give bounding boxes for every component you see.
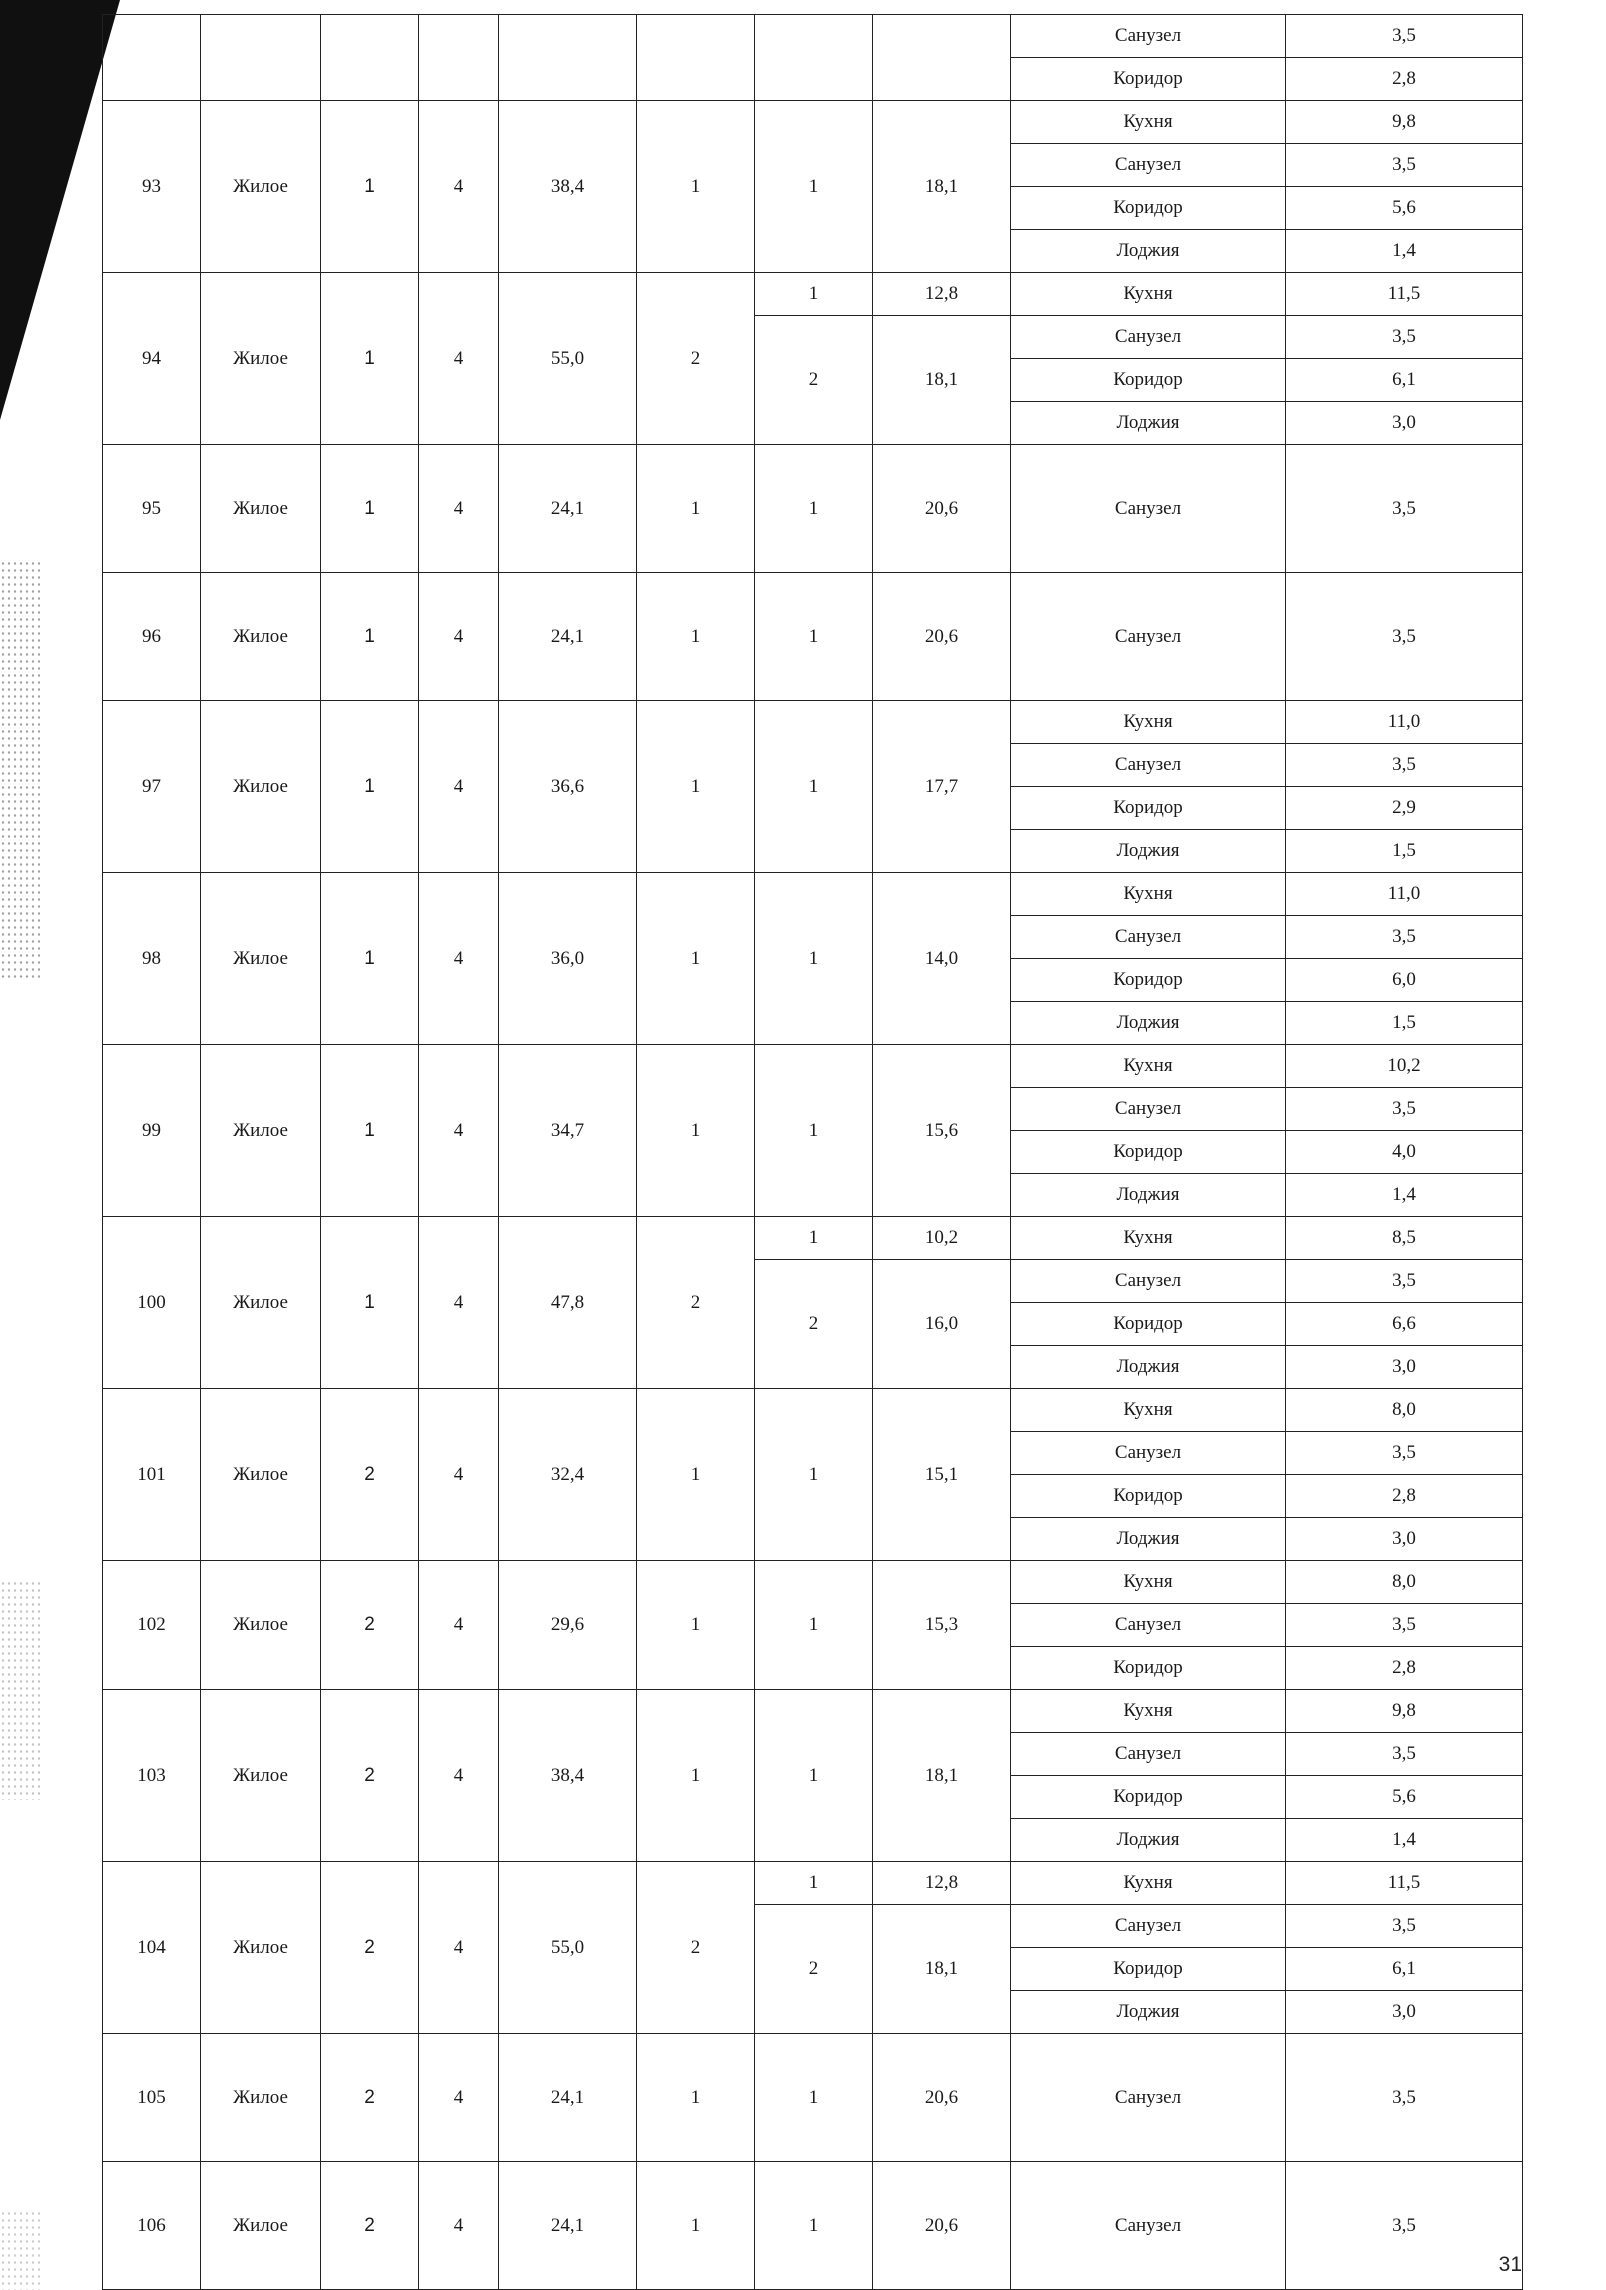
table-row: [103, 1862, 1523, 1905]
aux-room-area: 9,8: [1286, 1690, 1523, 1733]
cont-floor: [321, 15, 419, 101]
living-room-area: 15,6: [873, 1045, 1011, 1217]
cont-total: [499, 15, 637, 101]
aux-room-name: Санузел: [1011, 2034, 1286, 2162]
table-row: [103, 1389, 1523, 1432]
living-room-area: 18,1: [873, 1690, 1011, 1862]
apartment-type: Жилое: [201, 1561, 321, 1690]
aux-room-name: Коридор: [1011, 1131, 1286, 1174]
living-room-area: 20,6: [873, 2034, 1011, 2162]
aux-room-area: 3,5: [1286, 744, 1523, 787]
total-area: 38,4: [499, 101, 637, 273]
floor-number: 1: [321, 873, 419, 1045]
aux-room-area: 1,4: [1286, 1174, 1523, 1217]
total-area: 47,8: [499, 1217, 637, 1389]
aux-room-area: 3,5: [1286, 2034, 1523, 2162]
aux-room-name: Лоджия: [1011, 1991, 1286, 2034]
rooms-count: 4: [419, 273, 499, 445]
aux-room-area: 3,0: [1286, 1991, 1523, 2034]
aux-room-name: Санузел: [1011, 744, 1286, 787]
rooms-count: 4: [419, 1217, 499, 1389]
cont-apt-no: [103, 15, 201, 101]
aux-room-area: 1,5: [1286, 1002, 1523, 1045]
rooms-count: 4: [419, 1389, 499, 1561]
apartment-type: Жилое: [201, 1045, 321, 1217]
floor-number: 2: [321, 1389, 419, 1561]
living-room-number: 1: [755, 2162, 873, 2290]
apartments-table: [102, 14, 1523, 2290]
rooms-count: 4: [419, 445, 499, 573]
aux-room-area: 11,5: [1286, 1862, 1523, 1905]
apartments-table-body: [103, 15, 1523, 2290]
apartment-type: Жилое: [201, 273, 321, 445]
aux-room-area: 8,0: [1286, 1389, 1523, 1432]
living-room-area: 17,7: [873, 701, 1011, 873]
aux-room-name: Коридор: [1011, 1303, 1286, 1346]
aux-room-area: 3,5: [1286, 573, 1523, 701]
aux-room-name: Коридор: [1011, 58, 1286, 101]
living-room-area: 16,0: [873, 1260, 1011, 1389]
living-rooms-count: 2: [637, 1217, 755, 1389]
aux-room-name: Лоджия: [1011, 1346, 1286, 1389]
floor-number: 1: [321, 273, 419, 445]
aux-room-name: Лоджия: [1011, 1518, 1286, 1561]
living-room-number: 1: [755, 1561, 873, 1690]
apartment-number: 106: [103, 2162, 201, 2290]
aux-room-area: 1,4: [1286, 230, 1523, 273]
aux-room-name: Коридор: [1011, 1475, 1286, 1518]
living-room-number: 1: [755, 1862, 873, 1905]
aux-room-name: Санузел: [1011, 573, 1286, 701]
apartment-type: Жилое: [201, 573, 321, 701]
apartment-number: 103: [103, 1690, 201, 1862]
living-room-number: 1: [755, 701, 873, 873]
total-area: 32,4: [499, 1389, 637, 1561]
aux-room-area: 3,5: [1286, 15, 1523, 58]
aux-room-name: Кухня: [1011, 1217, 1286, 1260]
cont-living-area: [873, 15, 1011, 101]
floor-number: 1: [321, 445, 419, 573]
aux-room-name: Санузел: [1011, 1260, 1286, 1303]
aux-room-name: Санузел: [1011, 2162, 1286, 2290]
aux-room-name: Лоджия: [1011, 1002, 1286, 1045]
total-area: 34,7: [499, 1045, 637, 1217]
aux-room-area: 6,0: [1286, 959, 1523, 1002]
apartment-type: Жилое: [201, 445, 321, 573]
aux-room-name: Санузел: [1011, 144, 1286, 187]
total-area: 55,0: [499, 1862, 637, 2034]
table-row: [103, 2162, 1523, 2290]
table-row: [103, 1690, 1523, 1733]
aux-room-name: Лоджия: [1011, 830, 1286, 873]
living-rooms-count: 1: [637, 1389, 755, 1561]
aux-room-area: 6,1: [1286, 359, 1523, 402]
apartment-number: 95: [103, 445, 201, 573]
living-room-number: 1: [755, 445, 873, 573]
aux-room-name: Лоджия: [1011, 402, 1286, 445]
floor-number: 2: [321, 1690, 419, 1862]
aux-room-area: 3,5: [1286, 316, 1523, 359]
aux-room-area: 6,1: [1286, 1948, 1523, 1991]
aux-room-name: Кухня: [1011, 1561, 1286, 1604]
aux-room-name: Лоджия: [1011, 1174, 1286, 1217]
cont-rooms: [419, 15, 499, 101]
living-room-area: 15,1: [873, 1389, 1011, 1561]
cont-type: [201, 15, 321, 101]
total-area: 24,1: [499, 445, 637, 573]
aux-room-area: 11,0: [1286, 873, 1523, 916]
aux-room-name: Коридор: [1011, 959, 1286, 1002]
living-room-area: 12,8: [873, 1862, 1011, 1905]
floor-number: 1: [321, 573, 419, 701]
aux-room-name: Кухня: [1011, 273, 1286, 316]
total-area: 24,1: [499, 2162, 637, 2290]
aux-room-area: 9,8: [1286, 101, 1523, 144]
total-area: 24,1: [499, 2034, 637, 2162]
floor-number: 2: [321, 2162, 419, 2290]
floor-number: 2: [321, 2034, 419, 2162]
living-room-area: 20,6: [873, 445, 1011, 573]
table-row: [103, 445, 1523, 573]
living-room-number: 2: [755, 1905, 873, 2034]
living-rooms-count: 1: [637, 2162, 755, 2290]
aux-room-area: 3,5: [1286, 1432, 1523, 1475]
living-room-number: 1: [755, 873, 873, 1045]
apartment-type: Жилое: [201, 101, 321, 273]
living-rooms-count: 1: [637, 701, 755, 873]
living-rooms-count: 1: [637, 445, 755, 573]
aux-room-name: Кухня: [1011, 701, 1286, 744]
total-area: 24,1: [499, 573, 637, 701]
total-area: 36,0: [499, 873, 637, 1045]
aux-room-area: 6,6: [1286, 1303, 1523, 1346]
total-area: 38,4: [499, 1690, 637, 1862]
aux-room-area: 11,5: [1286, 273, 1523, 316]
apartment-number: 102: [103, 1561, 201, 1690]
aux-room-area: 3,5: [1286, 2162, 1523, 2290]
apartment-number: 98: [103, 873, 201, 1045]
aux-room-name: Коридор: [1011, 1948, 1286, 1991]
living-room-number: 1: [755, 101, 873, 273]
rooms-count: 4: [419, 101, 499, 273]
cont-living-count: [637, 15, 755, 101]
scan-noise: [0, 1580, 40, 1800]
living-room-area: 20,6: [873, 573, 1011, 701]
aux-room-area: 2,9: [1286, 787, 1523, 830]
rooms-count: 4: [419, 1045, 499, 1217]
living-rooms-count: 1: [637, 873, 755, 1045]
apartment-type: Жилое: [201, 701, 321, 873]
apartment-type: Жилое: [201, 1217, 321, 1389]
apartment-type: Жилое: [201, 2162, 321, 2290]
aux-room-name: Кухня: [1011, 1862, 1286, 1905]
apartment-type: Жилое: [201, 1862, 321, 2034]
table-row: [103, 273, 1523, 316]
aux-room-area: 5,6: [1286, 1776, 1523, 1819]
table-row: [103, 15, 1523, 58]
rooms-count: 4: [419, 701, 499, 873]
aux-room-area: 3,0: [1286, 1518, 1523, 1561]
aux-room-area: 3,5: [1286, 1088, 1523, 1131]
aux-room-name: Санузел: [1011, 1604, 1286, 1647]
aux-room-area: 1,4: [1286, 1819, 1523, 1862]
aux-room-name: Санузел: [1011, 1432, 1286, 1475]
rooms-count: 4: [419, 1862, 499, 2034]
living-room-area: 20,6: [873, 2162, 1011, 2290]
aux-room-area: 2,8: [1286, 1647, 1523, 1690]
aux-room-name: Санузел: [1011, 316, 1286, 359]
rooms-count: 4: [419, 2162, 499, 2290]
total-area: 55,0: [499, 273, 637, 445]
apartment-number: 100: [103, 1217, 201, 1389]
rooms-count: 4: [419, 1690, 499, 1862]
living-room-number: 2: [755, 1260, 873, 1389]
living-room-number: 1: [755, 1045, 873, 1217]
table-row: [103, 2034, 1523, 2162]
rooms-count: 4: [419, 873, 499, 1045]
rooms-count: 4: [419, 1561, 499, 1690]
apartment-number: 101: [103, 1389, 201, 1561]
cont-living-no: [755, 15, 873, 101]
aux-room-area: 2,8: [1286, 58, 1523, 101]
table-row: [103, 101, 1523, 144]
aux-room-name: Санузел: [1011, 1905, 1286, 1948]
aux-room-area: 3,0: [1286, 1346, 1523, 1389]
apartment-number: 93: [103, 101, 201, 273]
living-room-number: 1: [755, 273, 873, 316]
apartment-number: 99: [103, 1045, 201, 1217]
rooms-count: 4: [419, 573, 499, 701]
table-row: [103, 873, 1523, 916]
aux-room-area: 1,5: [1286, 830, 1523, 873]
living-rooms-count: 1: [637, 2034, 755, 2162]
aux-room-name: Санузел: [1011, 1733, 1286, 1776]
living-room-number: 1: [755, 1217, 873, 1260]
floor-number: 1: [321, 1045, 419, 1217]
floor-number: 2: [321, 1561, 419, 1690]
living-rooms-count: 1: [637, 1690, 755, 1862]
aux-room-area: 4,0: [1286, 1131, 1523, 1174]
total-area: 36,6: [499, 701, 637, 873]
apartment-type: Жилое: [201, 2034, 321, 2162]
aux-room-name: Кухня: [1011, 1690, 1286, 1733]
aux-room-name: Лоджия: [1011, 1819, 1286, 1862]
living-room-area: 18,1: [873, 101, 1011, 273]
aux-room-name: Кухня: [1011, 1045, 1286, 1088]
living-rooms-count: 1: [637, 1561, 755, 1690]
living-rooms-count: 2: [637, 273, 755, 445]
living-room-number: 2: [755, 316, 873, 445]
living-room-area: 14,0: [873, 873, 1011, 1045]
living-room-number: 1: [755, 1389, 873, 1561]
total-area: 29,6: [499, 1561, 637, 1690]
aux-room-name: Лоджия: [1011, 230, 1286, 273]
table-row: [103, 1561, 1523, 1604]
apartment-type: Жилое: [201, 1389, 321, 1561]
apartment-type: Жилое: [201, 873, 321, 1045]
living-room-number: 1: [755, 573, 873, 701]
floor-number: 1: [321, 701, 419, 873]
living-rooms-count: 1: [637, 101, 755, 273]
aux-room-name: Коридор: [1011, 1776, 1286, 1819]
living-rooms-count: 2: [637, 1862, 755, 2034]
living-rooms-count: 1: [637, 573, 755, 701]
aux-room-area: 2,8: [1286, 1475, 1523, 1518]
apartment-number: 97: [103, 701, 201, 873]
aux-room-name: Санузел: [1011, 1088, 1286, 1131]
aux-room-name: Коридор: [1011, 359, 1286, 402]
aux-room-area: 8,5: [1286, 1217, 1523, 1260]
aux-room-name: Кухня: [1011, 101, 1286, 144]
living-room-number: 1: [755, 2034, 873, 2162]
aux-room-name: Кухня: [1011, 1389, 1286, 1432]
table-row: [103, 701, 1523, 744]
floor-number: 1: [321, 1217, 419, 1389]
aux-room-name: Санузел: [1011, 916, 1286, 959]
page-number: 31: [1498, 2253, 1522, 2276]
apartment-number: 105: [103, 2034, 201, 2162]
apartment-number: 104: [103, 1862, 201, 2034]
aux-room-area: 3,5: [1286, 1604, 1523, 1647]
aux-room-area: 3,5: [1286, 1260, 1523, 1303]
aux-room-name: Санузел: [1011, 445, 1286, 573]
aux-room-area: 10,2: [1286, 1045, 1523, 1088]
floor-number: 2: [321, 1862, 419, 2034]
living-room-area: 12,8: [873, 273, 1011, 316]
aux-room-name: Кухня: [1011, 873, 1286, 916]
apartment-number: 96: [103, 573, 201, 701]
aux-room-area: 3,5: [1286, 1905, 1523, 1948]
floor-number: 1: [321, 101, 419, 273]
apartment-number: 94: [103, 273, 201, 445]
aux-room-name: Коридор: [1011, 1647, 1286, 1690]
aux-room-area: 11,0: [1286, 701, 1523, 744]
living-room-area: 15,3: [873, 1561, 1011, 1690]
table-row: [103, 1217, 1523, 1260]
table-row: [103, 573, 1523, 701]
rooms-count: 4: [419, 2034, 499, 2162]
aux-room-area: 3,5: [1286, 445, 1523, 573]
living-room-number: 1: [755, 1690, 873, 1862]
table-row: [103, 1045, 1523, 1088]
apartment-type: Жилое: [201, 1690, 321, 1862]
living-room-area: 18,1: [873, 316, 1011, 445]
aux-room-name: Коридор: [1011, 787, 1286, 830]
living-room-area: 10,2: [873, 1217, 1011, 1260]
living-room-area: 18,1: [873, 1905, 1011, 2034]
living-rooms-count: 1: [637, 1045, 755, 1217]
scan-noise: [0, 560, 40, 980]
scan-noise: [0, 2210, 40, 2290]
aux-room-area: 5,6: [1286, 187, 1523, 230]
aux-room-area: 3,5: [1286, 1733, 1523, 1776]
aux-room-area: 3,5: [1286, 144, 1523, 187]
aux-room-name: Коридор: [1011, 187, 1286, 230]
aux-room-name: Санузел: [1011, 15, 1286, 58]
aux-room-area: 8,0: [1286, 1561, 1523, 1604]
aux-room-area: 3,0: [1286, 402, 1523, 445]
aux-room-area: 3,5: [1286, 916, 1523, 959]
